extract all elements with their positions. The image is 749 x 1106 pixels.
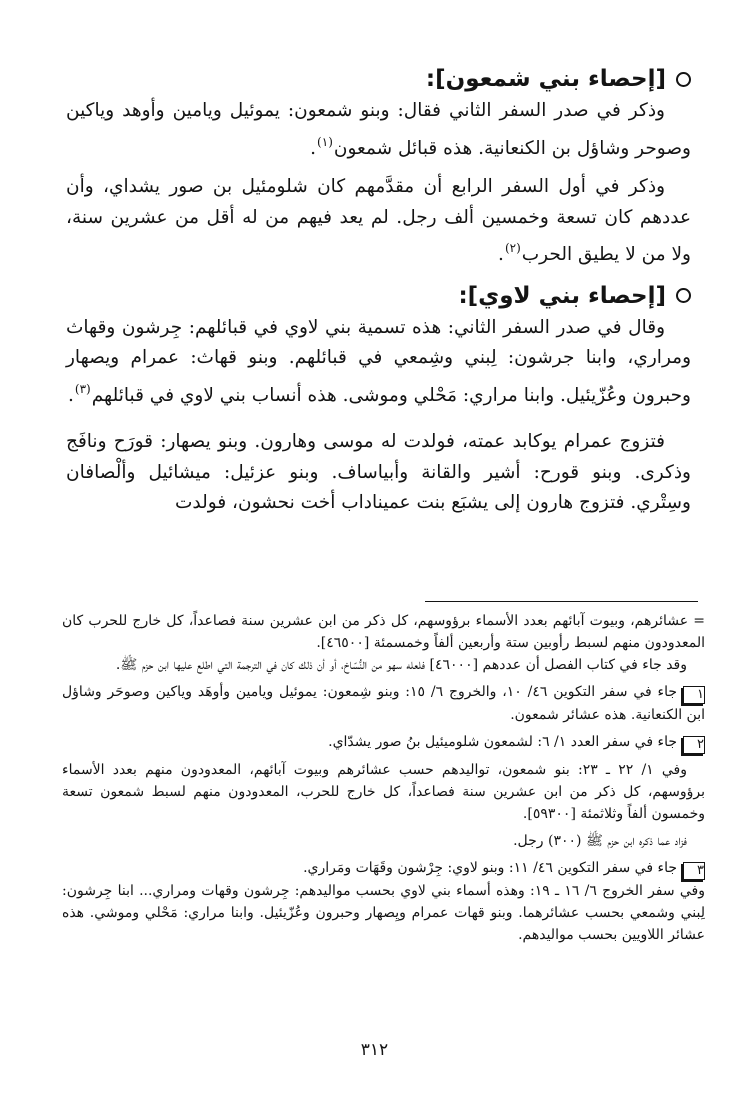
footnote-text: فزاد عما ذكره ابن حزم ﷺ (٣٠٠) رجل. xyxy=(513,833,687,849)
paragraph-end: . xyxy=(68,384,74,406)
footnote-text: وفي سفر الخروج ٦/ ١٦ ـ ١٩: وهذه أسماء بني لاوي بحسب مواليدهم: جِرشون وقهات ومراري... ابنا جِرشون: لِبني وشمعي بحسب عشائرهما. وبنو قهات عمرام ويِصهار وحبرون وعُزّيئيل. وابنا مراري: مَحْلي وموشي. هذه عشائر اللاويين بحسب مواليدهم. xyxy=(62,883,705,943)
footnote-1 xyxy=(62,681,705,726)
footnotes xyxy=(62,610,705,946)
page-number: ٣١٢ xyxy=(360,1040,389,1060)
paragraph-text: وذكر في أول السفر الرابع أن مقدَّمهم كان شلومئيل بن صور يشداي، وأن عددهم كان تسعة وخمسين ألف رجل. لم يعد فيهم من له أقل من عشرين سنة، ولا من لا يطيق الحرب xyxy=(66,176,691,265)
paragraph xyxy=(66,96,691,164)
paragraph xyxy=(66,427,691,519)
footnote-3 xyxy=(62,857,705,880)
circle-bullet-icon xyxy=(676,72,691,87)
footnote-marker: (٢) xyxy=(504,241,521,255)
footnote-marker: (١) xyxy=(317,134,333,149)
footnote-text: جاء في سفر التكوين ٤٦/ ١٠، والخروج ٦/ ١٥: وبنو شِمعون: يموئيل ويامين وأوهَد وياكين وصوحَر وشاؤل ابن الكنعانية. هذه عشائر شمعون. xyxy=(62,684,705,723)
heading-text: [إحصاء بني شمعون]: xyxy=(425,66,666,92)
footnote-2 xyxy=(62,731,705,754)
footnote-text: جاء في سفر التكوين ٤٦/ ١١: وبنو لاوي: جِرْشون وقَهَات ومَراري. xyxy=(303,860,677,876)
footnote-divider xyxy=(425,601,698,602)
paragraph-text: فتزوج عمرام يوكابد عمته، فولدت له موسى وهارون. وبنو يصهار: قورَح ونافَج وذكرى. وبنو قورح: أشير والقانة وأبياساف. وبنو عزئيل: ميشائيل وألْصافان وسِتْري. فتزوج هارون إلى يشبَع بنت عميناداب أخت نحشون، فولدت xyxy=(66,431,691,513)
footnote-number-box: ١ xyxy=(683,686,705,704)
footnote-number-box: ٢ xyxy=(683,736,705,754)
paragraph xyxy=(66,313,691,412)
section-heading-levi xyxy=(66,279,691,313)
footnote-continuation: = عشائرهم، وبيوت آبائهم بعدد الأسماء برؤوسهم، كل ذكر من ابن عشرين سنة فصاعداً، كل خارج للحرب كان المعدودون منهم لسبط رأوبين ستة وأربعين ألفاً وخمسمئة [٤٦٥٠٠]. xyxy=(62,613,705,651)
footnote-number-box: ٣ xyxy=(683,862,705,880)
paragraph xyxy=(66,172,691,271)
footnote-text: وفي ١/ ٢٢ ـ ٢٣: بنو شمعون، تواليدهم حسب عشائرهم وبيوت آبائهم، المعدودون منهم بعدد الأسماء برؤوسهم، كل ذكر من ابن عشرين سنة فصاعداً، كل خارج للحرب، المعدودون منهم لسبط شمعون تسعة وخمسون ألفاً وثلاثمئة [٥٩٣٠٠]. xyxy=(62,762,705,822)
paragraph-end: . xyxy=(498,244,504,265)
footnote-marker: (٣) xyxy=(74,381,91,396)
heading-text: [إحصاء بني لاوي]: xyxy=(458,282,666,309)
main-text xyxy=(66,62,691,519)
section-heading-shimon xyxy=(66,62,691,96)
footnote-continuation: وقد جاء في كتاب الفصل أن عددهم [٤٦٠٠٠] فلعله سهو من النُّسّاخ، أو أن ذلك كان في الترجمة التي اطلع عليها ابن حزم ﷺ. xyxy=(115,657,687,673)
paragraph-text: وقال في صدر السفر الثاني: هذه تسمية بني لاوي في قبائلهم: جِرشون وقهاث ومراري، وابنا جرشون: لِبني وشِمعي في قبائلهم. وبنو قهاث: عمرام ويصهار وحبرون وعُزّيئيل. وابنا مراري: مَحْلي وموشى. هذه أنساب بني لاوي في قبائلهم xyxy=(66,316,691,406)
paragraph-text: وذكر في صدر السفر الثاني فقال: وبنو شمعون: يموئيل ويامين وأوهد وياكين وصوحر وشاؤل بن الكنعانية. هذه قبائل شمعون xyxy=(66,100,691,159)
circle-bullet-icon xyxy=(676,288,691,303)
paragraph-end: . xyxy=(310,137,317,159)
footnote-text: جاء في سفر العدد ١/ ٦: لشمعون شلوميئيل بنُ صور يشدّاي. xyxy=(328,734,677,750)
